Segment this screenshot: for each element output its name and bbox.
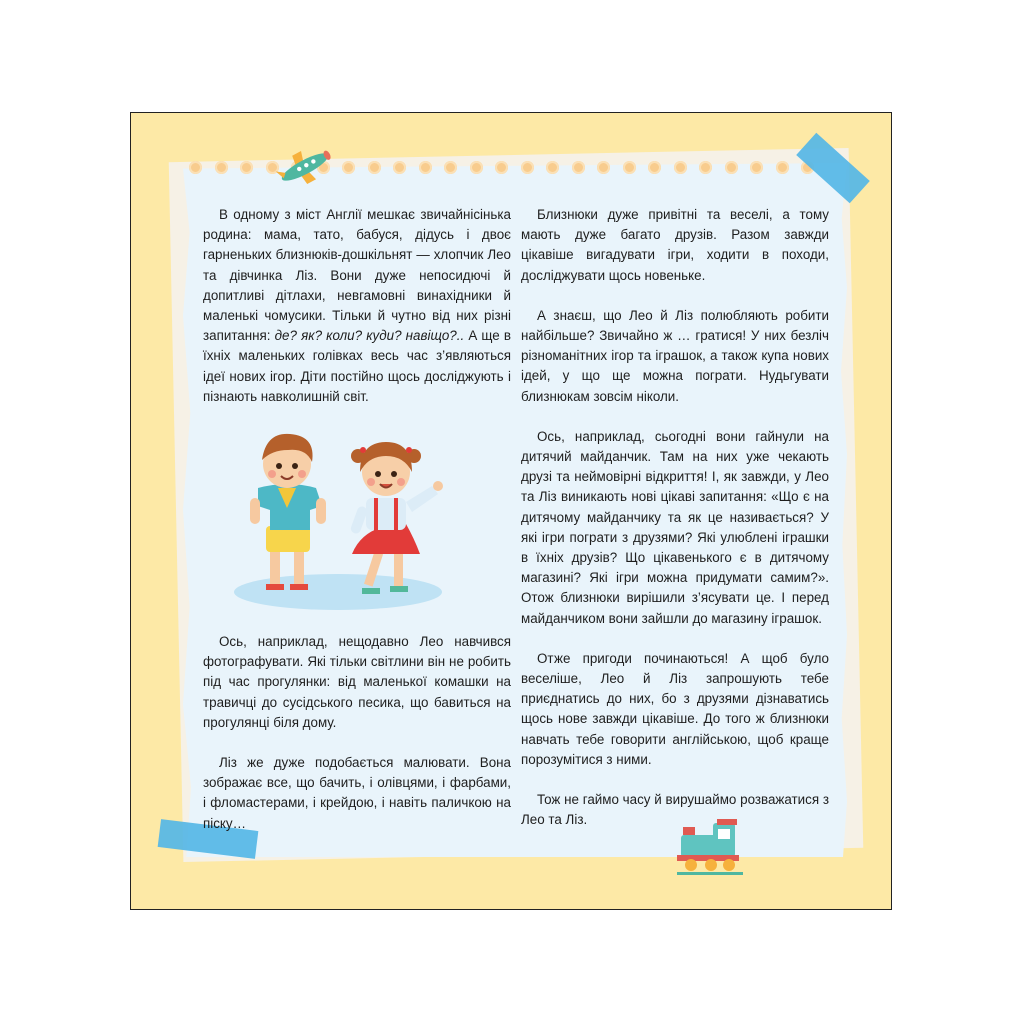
hole [419, 161, 432, 174]
hole [674, 161, 687, 174]
hole [240, 161, 253, 174]
toy-plane-icon [275, 145, 335, 189]
right-paragraph-4: Отже пригоди починаються! А щоб було веселіше, Лео й Ліз запрошують тебе приєднатись до них, бо з друзями дізнаватись щось нове завжди цікавіше. До того ж близнюки навчать тебе говорити англійською, щоб краще порозумітися з ними. [521, 650, 829, 767]
page-frame [130, 112, 892, 910]
hole [776, 161, 789, 174]
hole [342, 161, 355, 174]
hole [597, 161, 610, 174]
hole [495, 161, 508, 174]
boy-figure [250, 434, 326, 590]
hole [215, 161, 228, 174]
paragraph-text: В одному з міст Англії мешкає звичайнісінька родина: мама, тато, бабуся, дідусь і двоє гарненьких близнюків-дошкільнят — хлопчик Лео та дівчинка Ліз. Вони дуже непосидючі й допитливі дітлахи, невгамовні винахідники й маленькі чомусики. Тільки й чутно від них різні запитання: [203, 207, 511, 344]
girl-figure [350, 442, 443, 594]
hole [750, 161, 763, 174]
right-paragraph-2: А знаєш, що Лео й Ліз полюбляють робити найбільше? Звичайно ж … гратися! У них безліч різноманітних ігор та іграшок, а також купа нових ідей, у що ще можна пограти. Нудьгувати близнюкам зовсім ніколи. [521, 307, 829, 404]
right-paragraph-5: Тож не гаймо часу й вирушаймо розважатися з Лео та Ліз. [521, 792, 829, 828]
hole [546, 161, 559, 174]
hole [623, 161, 636, 174]
hole [189, 161, 202, 174]
hole [470, 161, 483, 174]
hole [368, 161, 381, 174]
hole [444, 161, 457, 174]
right-text-column [521, 205, 829, 830]
hole [572, 161, 585, 174]
hole [393, 161, 406, 174]
right-paragraph-3: Ось, наприклад, сьогодні вони гайнули на дитячий майданчик. Там на них уже чекають друзі та неймовірні відкриття! І, як завжди, у Лео та Ліз виникають нові цікаві запитання: «Що є на дитячому майданчику та як це називається? У які ігри пограти з друзями? Які улюблені іграшки в їхніх друзів? Що цікавенького є в дитячому магазині? Які ігри можна придумати самим?». Отож близнюки вирішили з’ясувати це. І перед майданчиком вони зайшли до магазину іграшок. [521, 428, 829, 626]
hole [725, 161, 738, 174]
left-paragraph-1 [203, 205, 511, 407]
hole [521, 161, 534, 174]
question-words: де? як? коли? куди? навіщо?.. [274, 328, 465, 344]
right-paragraph-1: Близнюки дуже привітні та веселі, а тому мають дуже багато друзів. Разом завжди цікавіше вигадувати ігри, ходити в походи, досліджувати щось новеньке. [521, 207, 829, 283]
left-paragraph-2: Ось, наприклад, нещодавно Лео навчився фотографувати. Які тільки світлини він не робить під час прогулянки: від маленької комашки на травичці до сусідського песика, що бавиться на прогулянці біля дому. [203, 634, 511, 730]
boy-and-girl-illustration [234, 426, 446, 611]
hole [699, 161, 712, 174]
toy-train-icon [677, 817, 743, 875]
left-paragraph-3: Ліз же дуже подобається малювати. Вона зображає все, що бачить, і олівцями, і фарбами, і фломастерами, і крейдою, і навіть паличкою на піску… [203, 755, 511, 831]
hole [648, 161, 661, 174]
paragraph-text: А ще в їхніх маленьких голівках весь час з’являються ідеї нових ігор. Діти постійно щось досліджують і пізнають навколишній світ. [203, 328, 511, 404]
